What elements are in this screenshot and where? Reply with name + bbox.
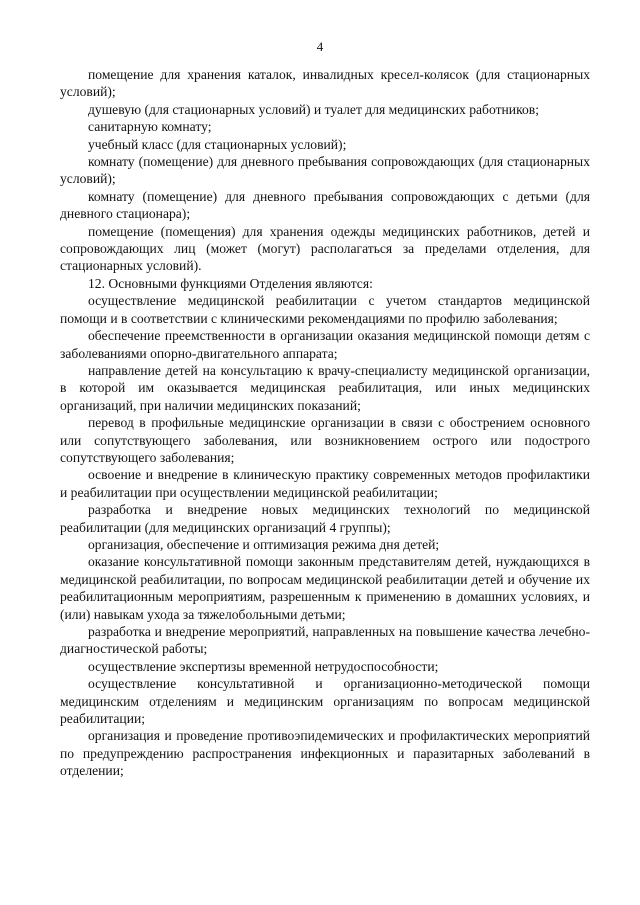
page-number: 4	[316, 39, 324, 54]
section-heading-12: 12. Основными функциями Отделения являются:	[88, 275, 373, 291]
paragraph-11: направление детей на консультацию к врачу-специалисту медицинской организации, в которой им оказывается медицинская реабилитация, или иных медицинских организаций, при наличии медицинских показаний;	[60, 362, 590, 413]
paragraph-14: разработка и внедрение новых медицинских технологий по медицинской реабилитации (для медицинских организаций 4 группы);	[60, 502, 590, 535]
paragraph-19: осуществление консультативной и организационно-методической помощи медицинским отделениям и медицинским организациям по вопросам медицинской реабилитации;	[60, 676, 590, 727]
paragraph-16: оказание консультативной помощи законным представителям детей, нуждающихся в медицинской реабилитации, по вопросам медицинской реабилитации детей и обучение их реабилитационным мероприятиям, разрешенным к применению в домашних условиях, и (или) навыкам ухода за тяжелобольными детьми;	[60, 554, 590, 622]
paragraph-5: комнату (помещение) для дневного пребывания сопровождающих (для стационарных условий);	[60, 154, 590, 187]
paragraph-13: освоение и внедрение в клиническую практику современных методов профилактики и реабилитации при осуществлении медицинской реабилитации;	[60, 467, 590, 500]
paragraph-1: помещение для хранения каталок, инвалидных кресел-колясок (для стационарных условий);	[60, 67, 590, 100]
paragraph-4: учебный класс (для стационарных условий);	[88, 136, 347, 152]
paragraph-7: помещение (помещения) для хранения одежды медицинских работников, детей и сопровождающих лиц (может (могут) располагаться за пределами отделения, для стационарных условий).	[60, 223, 590, 274]
paragraph-12: перевод в профильные медицинские организации в связи с обострением основного или сопутствующего заболевания, или возникновением острого или подострого сопутствующего заболевания;	[60, 415, 590, 465]
document-body	[60, 66, 590, 780]
paragraph-18: осуществление экспертизы временной нетрудоспособности;	[88, 658, 439, 674]
paragraph-6: комнату (помещение) для дневного пребывания сопровождающих с детьми (для дневного стационара);	[60, 188, 590, 222]
paragraph-3: санитарную комнату;	[88, 119, 212, 135]
paragraph-17: разработка и внедрение мероприятий, направленных на повышение качества лечебно-диагностической работы;	[60, 624, 590, 657]
paragraph-20: организация и проведение противоэпидемических и профилактических мероприятий по предупреждению распространения инфекционных и паразитарных заболеваний в отделении;	[60, 728, 590, 779]
paragraph-2: душевую (для стационарных условий) и туалет для медицинских работников;	[88, 101, 539, 117]
paragraph-15: организация, обеспечение и оптимизация режима дня детей;	[88, 536, 440, 552]
paragraph-9: осуществление медицинской реабилитации с учетом стандартов медицинской помощи и в соответствии с клиническими рекомендациями по профилю заболевания;	[60, 293, 590, 326]
paragraph-10: обеспечение преемственности в организации оказания медицинской помощи детям с заболеваниями опорно-двигательного аппарата;	[60, 328, 590, 361]
